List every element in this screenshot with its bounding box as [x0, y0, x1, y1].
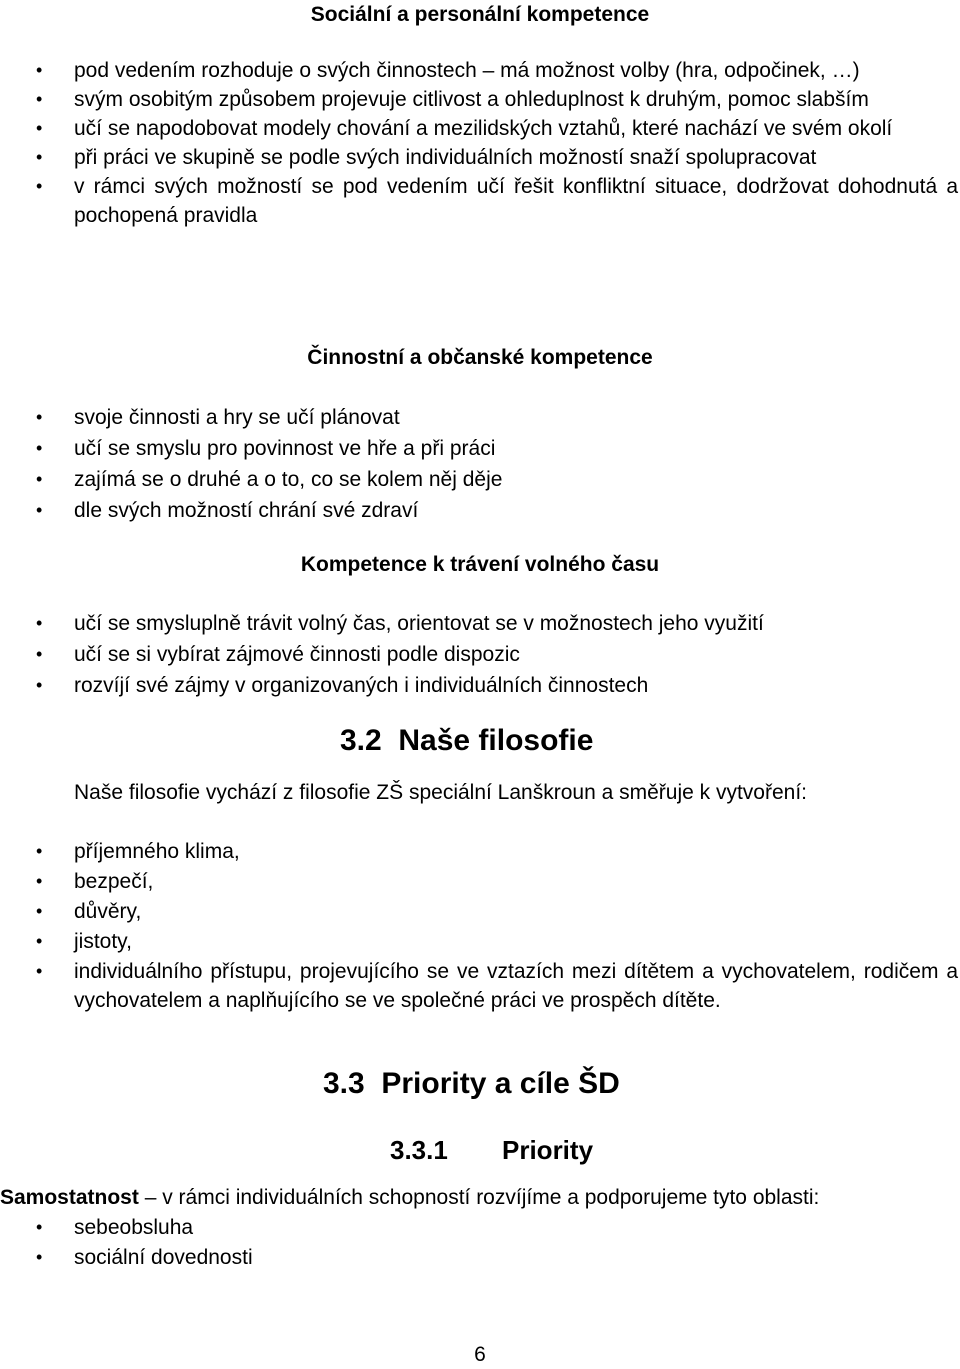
list-item — [0, 496, 960, 525]
heading-philosophy: 3.2 Naše filosofie — [340, 724, 594, 757]
list-item — [0, 867, 960, 896]
bullet-icon: • — [36, 147, 43, 167]
list-item — [0, 465, 960, 494]
list-item-text: zajímá se o druhé a o to, co se kolem něj děje — [74, 468, 503, 491]
bullet-icon: • — [36, 675, 43, 695]
list-item-text: pod vedením rozhoduje o svých činnostech – má možnost volby (hra, odpočinek, …) — [74, 59, 860, 82]
section-title-social: Sociální a personální kompetence — [310, 3, 650, 26]
bullet-icon: • — [36, 644, 43, 664]
list-social — [0, 56, 960, 230]
bullet-icon: • — [36, 176, 43, 196]
list-leisure — [0, 609, 960, 700]
bullet-icon: • — [36, 871, 43, 891]
list-philosophy — [0, 837, 960, 1015]
list-item-text: v rámci svých možností se pod vedením učí řešit konfliktní situace, dodržovat dohodnutá a pochopená pravidla — [74, 175, 958, 227]
bullet-icon: • — [36, 1247, 43, 1267]
list-item — [0, 640, 960, 669]
list-item — [0, 671, 960, 700]
list-item — [0, 114, 960, 143]
list-item — [0, 1243, 960, 1272]
bullet-icon: • — [36, 931, 43, 951]
list-item-text: učí se smyslu pro povinnost ve hře a při práci — [74, 437, 496, 460]
heading-priorities: 3.3 Priority a cíle ŠD — [323, 1067, 620, 1100]
list-item — [0, 609, 960, 638]
list-priorities — [0, 1213, 960, 1272]
list-item — [0, 837, 960, 866]
bullet-icon: • — [36, 89, 43, 109]
list-item — [0, 1213, 960, 1242]
list-item-text: dle svých možností chrání své zdraví — [74, 499, 419, 522]
list-item-text: důvěry, — [74, 900, 142, 923]
list-item — [0, 172, 960, 230]
list-civic — [0, 403, 960, 525]
bullet-icon: • — [36, 961, 43, 981]
list-item-text: svým osobitým způsobem projevuje citlivost a ohleduplnost k druhým, pomoc slabším — [74, 88, 869, 111]
section-title-civic: Činnostní a občanské kompetence — [307, 346, 653, 369]
bullet-icon: • — [36, 500, 43, 520]
bullet-icon: • — [36, 901, 43, 921]
bullet-icon: • — [36, 60, 43, 80]
list-item-text: jistoty, — [74, 930, 132, 953]
bullet-icon: • — [36, 438, 43, 458]
list-item — [0, 85, 960, 114]
priorities-lead-bold: Samostatnost — [0, 1186, 139, 1209]
list-item-text: sociální dovednosti — [74, 1246, 253, 1269]
subheading-priorities-number: 3.3.1 — [390, 1135, 448, 1165]
list-item — [0, 56, 960, 85]
list-item — [0, 143, 960, 172]
list-item — [0, 434, 960, 463]
priorities-lead — [0, 1183, 960, 1212]
list-item-text: učí se napodobovat modely chování a mezilidských vztahů, které nachází ve svém okolí — [74, 117, 893, 140]
list-item-text: učí se smysluplně trávit volný čas, orientovat se v možnostech jeho využití — [74, 612, 764, 635]
list-item — [0, 927, 960, 956]
subheading-priorities-title: Priority — [502, 1135, 594, 1165]
list-item — [0, 957, 960, 1015]
page-number: 6 — [474, 1343, 486, 1366]
list-item-text: při práci ve skupině se podle svých individuálních možností snaží spolupracovat — [74, 146, 817, 169]
list-item-text: svoje činnosti a hry se učí plánovat — [74, 406, 400, 429]
bullet-icon: • — [36, 469, 43, 489]
bullet-icon: • — [36, 613, 43, 633]
bullet-icon: • — [36, 841, 43, 861]
list-item — [0, 897, 960, 926]
list-item-text: učí se si vybírat zájmové činnosti podle dispozic — [74, 643, 520, 666]
list-item-text: sebeobsluha — [74, 1216, 194, 1239]
bullet-icon: • — [36, 407, 43, 427]
list-item — [0, 403, 960, 432]
list-item-text: rozvíjí své zájmy v organizovaných i individuálních činnostech — [74, 674, 649, 697]
priorities-lead-text: – v rámci individuálních schopností rozvíjíme a podporujeme tyto oblasti: — [138, 1186, 820, 1209]
philosophy-intro: Naše filosofie vychází z filosofie ZŠ speciální Lanškroun a směřuje k vytvoření: — [74, 781, 807, 804]
list-item-text: bezpečí, — [74, 870, 154, 893]
list-item-text: příjemného klima, — [74, 840, 240, 863]
bullet-icon: • — [36, 1217, 43, 1237]
section-title-leisure: Kompetence k trávení volného času — [300, 553, 660, 576]
bullet-icon: • — [36, 118, 43, 138]
list-item-text: individuálního přístupu, projevujícího se ve vztazích mezi dítětem a vychovatelem, rodičem a vychovatelem a naplňujícího se ve společné práci ve prospěch dítěte. — [74, 960, 958, 1012]
